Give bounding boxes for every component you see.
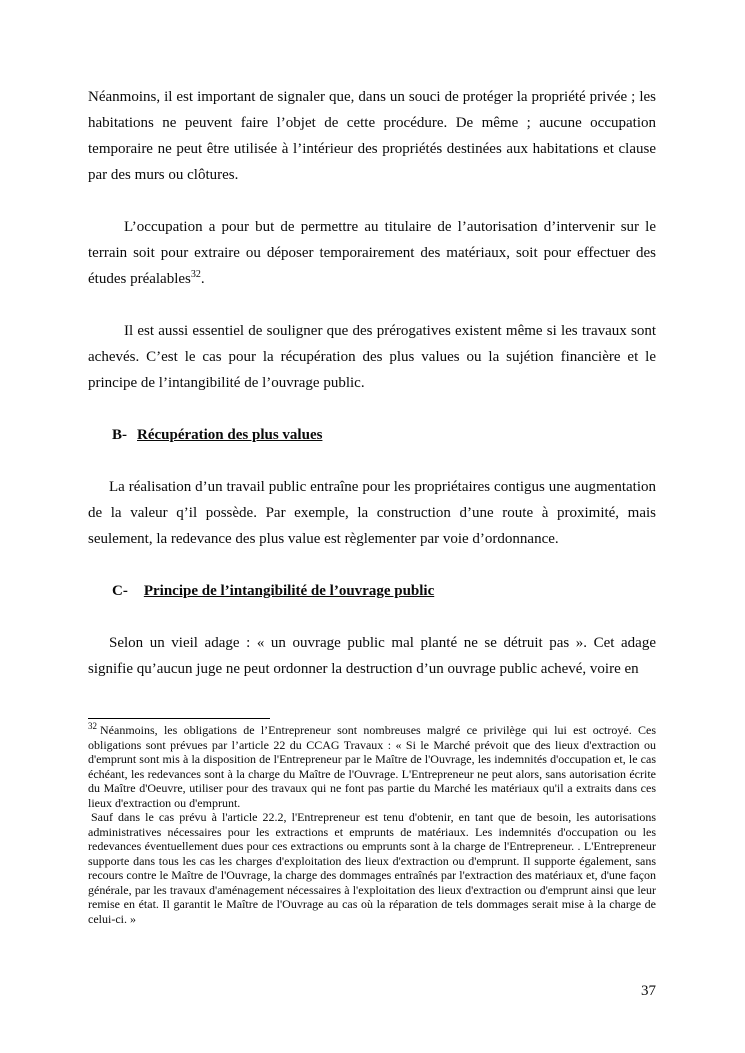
section-heading-b xyxy=(88,422,656,448)
paragraph-intro: Néanmoins, il est important de signaler que, dans un souci de protéger la propriété privée ; les habitations ne peuvent faire l’objet de cette procédure. De même ; aucune occupation temporaire ne peut être utilisée à l’intérieur des propriétés destinées aux habitations et clause par des murs ou clôtures. xyxy=(88,89,656,183)
paragraph-occupation-text: L’occupation a pour but de permettre au titulaire de l’autorisation d’intervenir sur le terrain soit pour extraire ou déposer temporairement des matériaux, soit pour effectuer des études préalables xyxy=(88,219,656,287)
footnote-32-part2: Sauf dans le cas prévu à l'article 22.2, l'Entrepreneur est tenu d'obtenir, en tant que de besoin, les autorisations administratives nécessaires pour les extractions et emprunts de matériaux. Les indemnités d'occupation ou les redevances éventuellement dues pour ces extractions ou emprunts sont à la charge de l'Entrepreneur. . L'Entrepreneur supporte dans tous les cas les charges d'exploitation des lieux d'extraction ou d'emprunt. Il supporte également, sans recours contre le Maître de l'Ouvrage, la charge des dommages entraînés par l'extraction des matériaux et, d'une façon générale, par les travaux d'aménagement nécessaires à l'exploitation des lieux d'extraction ou d'emprunt ainsi que leur remise en état. Il garantit le Maître de l'Ouvrage au cas où la réparation de tels dommages serait mise à la charge de celui-ci. » xyxy=(88,810,656,926)
footnote-reference-32: 32 xyxy=(190,269,201,280)
body-content xyxy=(88,84,656,708)
section-heading-c-title: Principe de l’intangibilité de l’ouvrage public xyxy=(143,583,435,599)
section-heading-c-label: C- xyxy=(112,583,128,599)
footnote-32-part1 xyxy=(88,723,656,810)
footnote-block xyxy=(88,718,656,926)
paragraph-adage: Selon un vieil adage : « un ouvrage public mal planté ne se détruit pas ». Cet adage signifie qu’aucun juge ne peut ordonner la destruction d’un ouvrage public achevé, voire en xyxy=(88,635,656,677)
section-heading-b-label: B- xyxy=(112,427,127,443)
paragraph-prerogatives: Il est aussi essentiel de souligner que des prérogatives existent même si les travaux sont achevés. C’est le cas pour la récupération des plus values ou la sujétion financière et le principe de l’intangibilité de l’ouvrage public. xyxy=(88,323,656,391)
page-number: 37 xyxy=(641,983,656,999)
paragraph-plus-values: La réalisation d’un travail public entraîne pour les propriétaires contigus une augmentation de la valeur q’il possède. Par exemple, la construction d’une route à proximité, mais seulement, la redevance des plus value est règlementer par voie d’ordonnance. xyxy=(88,479,656,547)
section-heading-c xyxy=(88,578,656,604)
footnote-separator xyxy=(88,718,270,719)
footnote-marker-32: 32 xyxy=(88,721,97,731)
footnote-32-part1-text: Néanmoins, les obligations de l’Entrepreneur sont nombreuses malgré ce privilège qui lui est octroyé. Ces obligations sont prévues par l’article 22 du CCAG Travaux : « Si le Marché prévoit que des lieux d'extraction ou d'emprunt sont mis à la disposition de l'Entrepreneur par le Maître de l'Ouvrage, les indemnités d'occupation et, le cas échéant, les redevances sont à la charge du Maître de l'Ouvrage. L'Entrepreneur ne peut alors, sans autorisation écrite du Maître d'Oeuvre, utiliser pour des travaux qui ne font pas partie du Marché les matériaux qu'il a extraits dans ces lieux d'extraction ou d'emprunt. xyxy=(88,723,656,810)
paragraph-occupation xyxy=(88,214,656,292)
paragraph-occupation-end: . xyxy=(200,271,205,287)
section-heading-b-title: Récupération des plus values xyxy=(137,427,323,443)
